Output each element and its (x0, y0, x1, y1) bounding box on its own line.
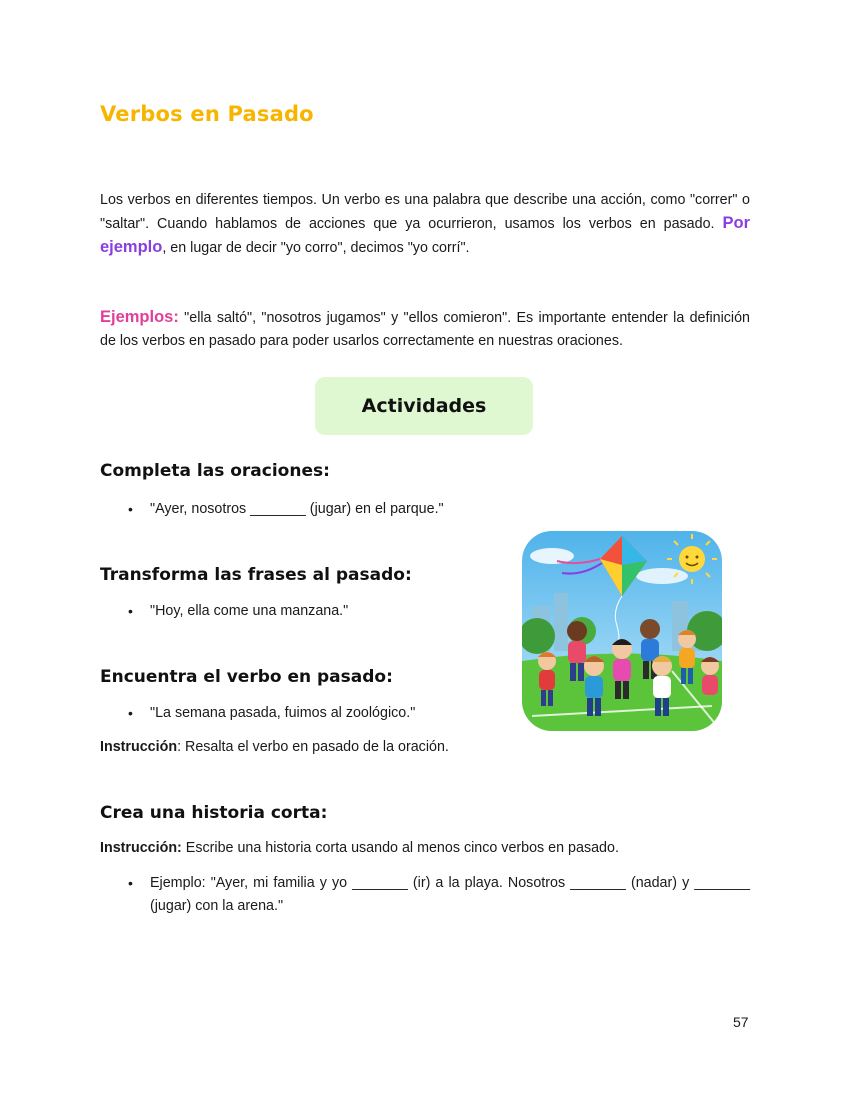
bullet-icon: • (128, 501, 133, 517)
list-item-text: "Ayer, nosotros _______ (jugar) en el parque." (150, 501, 444, 517)
bullet-icon: • (128, 603, 133, 619)
instruction-label: Instrucción: (100, 840, 182, 856)
instruction-label: Instrucción (100, 739, 178, 755)
list-item-text: "La semana pasada, fuimos al zoológico." (150, 705, 416, 721)
examples-label: Ejemplos: (100, 308, 179, 326)
section-heading-transform: Transforma las frases al pasado: (100, 565, 412, 585)
instruction-text: : Resalta el verbo en pasado de la oración. (177, 739, 449, 755)
list-item (128, 498, 750, 521)
instruction-story (100, 837, 619, 860)
instruction-text: Escribe una historia corta usando al menos cinco verbos en pasado. (181, 840, 619, 856)
examples-text: "ella saltó", "nosotros jugamos" y "ellos comieron". Es importante entender la definición de los verbos en pasado para poder usarlos correctamente en nuestras oraciones. (100, 310, 750, 349)
list-item-text: Ejemplo: "Ayer, mi familia y yo _______ (ir) a la playa. Nosotros _______ (nadar) y _______ (jugar) con la arena." (150, 875, 750, 914)
section-heading-find: Encuentra el verbo en pasado: (100, 667, 393, 687)
list-item-text: "Hoy, ella come una manzana." (150, 603, 349, 619)
examples-paragraph (100, 306, 750, 353)
instruction-find (100, 736, 449, 759)
children-playing-kite-park-image (522, 531, 722, 731)
activities-banner (315, 377, 533, 435)
page-number: 57 (733, 1014, 749, 1030)
bullet-icon: • (128, 705, 133, 721)
page-title: Verbos en Pasado (100, 102, 314, 126)
intro-text-1: Los verbos en diferentes tiempos. Un verbo es una palabra que describe una acción, como "correr" o "saltar". Cuando hablamos de acciones que ya ocurrieron, usamos los verbos en pasado. (100, 192, 750, 232)
intro-highlight: Por ejemplo (100, 214, 750, 256)
intro-text-2: , en lugar de decir "yo corro", decimos "yo corrí". (162, 240, 470, 256)
illustration-svg (522, 531, 722, 731)
activities-title: Actividades (361, 395, 487, 417)
intro-paragraph (100, 189, 750, 260)
section-heading-story: Crea una historia corta: (100, 803, 328, 823)
list-item (128, 872, 750, 918)
section-heading-complete: Completa las oraciones: (100, 461, 330, 481)
bullet-icon: • (128, 875, 133, 891)
